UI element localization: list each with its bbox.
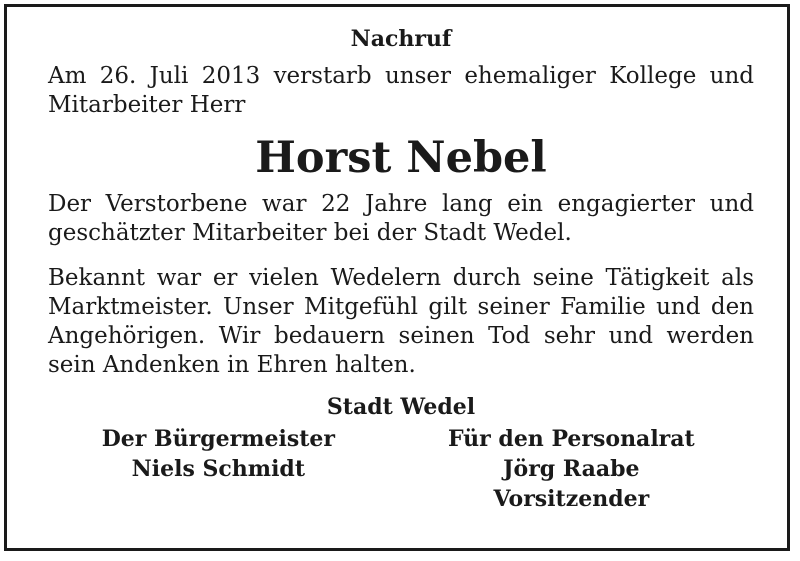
- signatory-staff-council: [389, 424, 754, 514]
- signatory-name: Jörg Raabe: [503, 456, 640, 482]
- signatory-role: Der Bürgermeister: [101, 426, 335, 452]
- paragraph-service: Der Verstorbene war 22 Jahre lang ein engagierter und geschätzter Mitarbeiter bei der Stadt Wedel.: [48, 191, 754, 246]
- obituary-notice: [48, 24, 754, 514]
- paragraph-condolence: Bekannt war er vielen Wedelern durch seine Tätigkeit als Marktmeister. Unser Mitgefühl gilt seiner Familie und den Angehörigen. Wir bedauern seinen Tod sehr und werden sein Andenken in Ehren halten.: [48, 265, 754, 378]
- signatory-name: Niels Schmidt: [131, 456, 305, 482]
- signatory-title: Vorsitzender: [493, 486, 650, 512]
- organization-name: Stadt Wedel: [326, 394, 476, 420]
- signatory-role: Für den Personalrat: [447, 426, 695, 452]
- intro-text: Am 26. Juli 2013 verstarb unser ehemaliger Kollege und Mitarbeiter Herr: [48, 63, 754, 118]
- notice-heading: Nachruf: [350, 26, 452, 52]
- signatory-mayor: [48, 424, 389, 514]
- deceased-name: Horst Nebel: [255, 133, 547, 183]
- signature-block: [48, 424, 754, 514]
